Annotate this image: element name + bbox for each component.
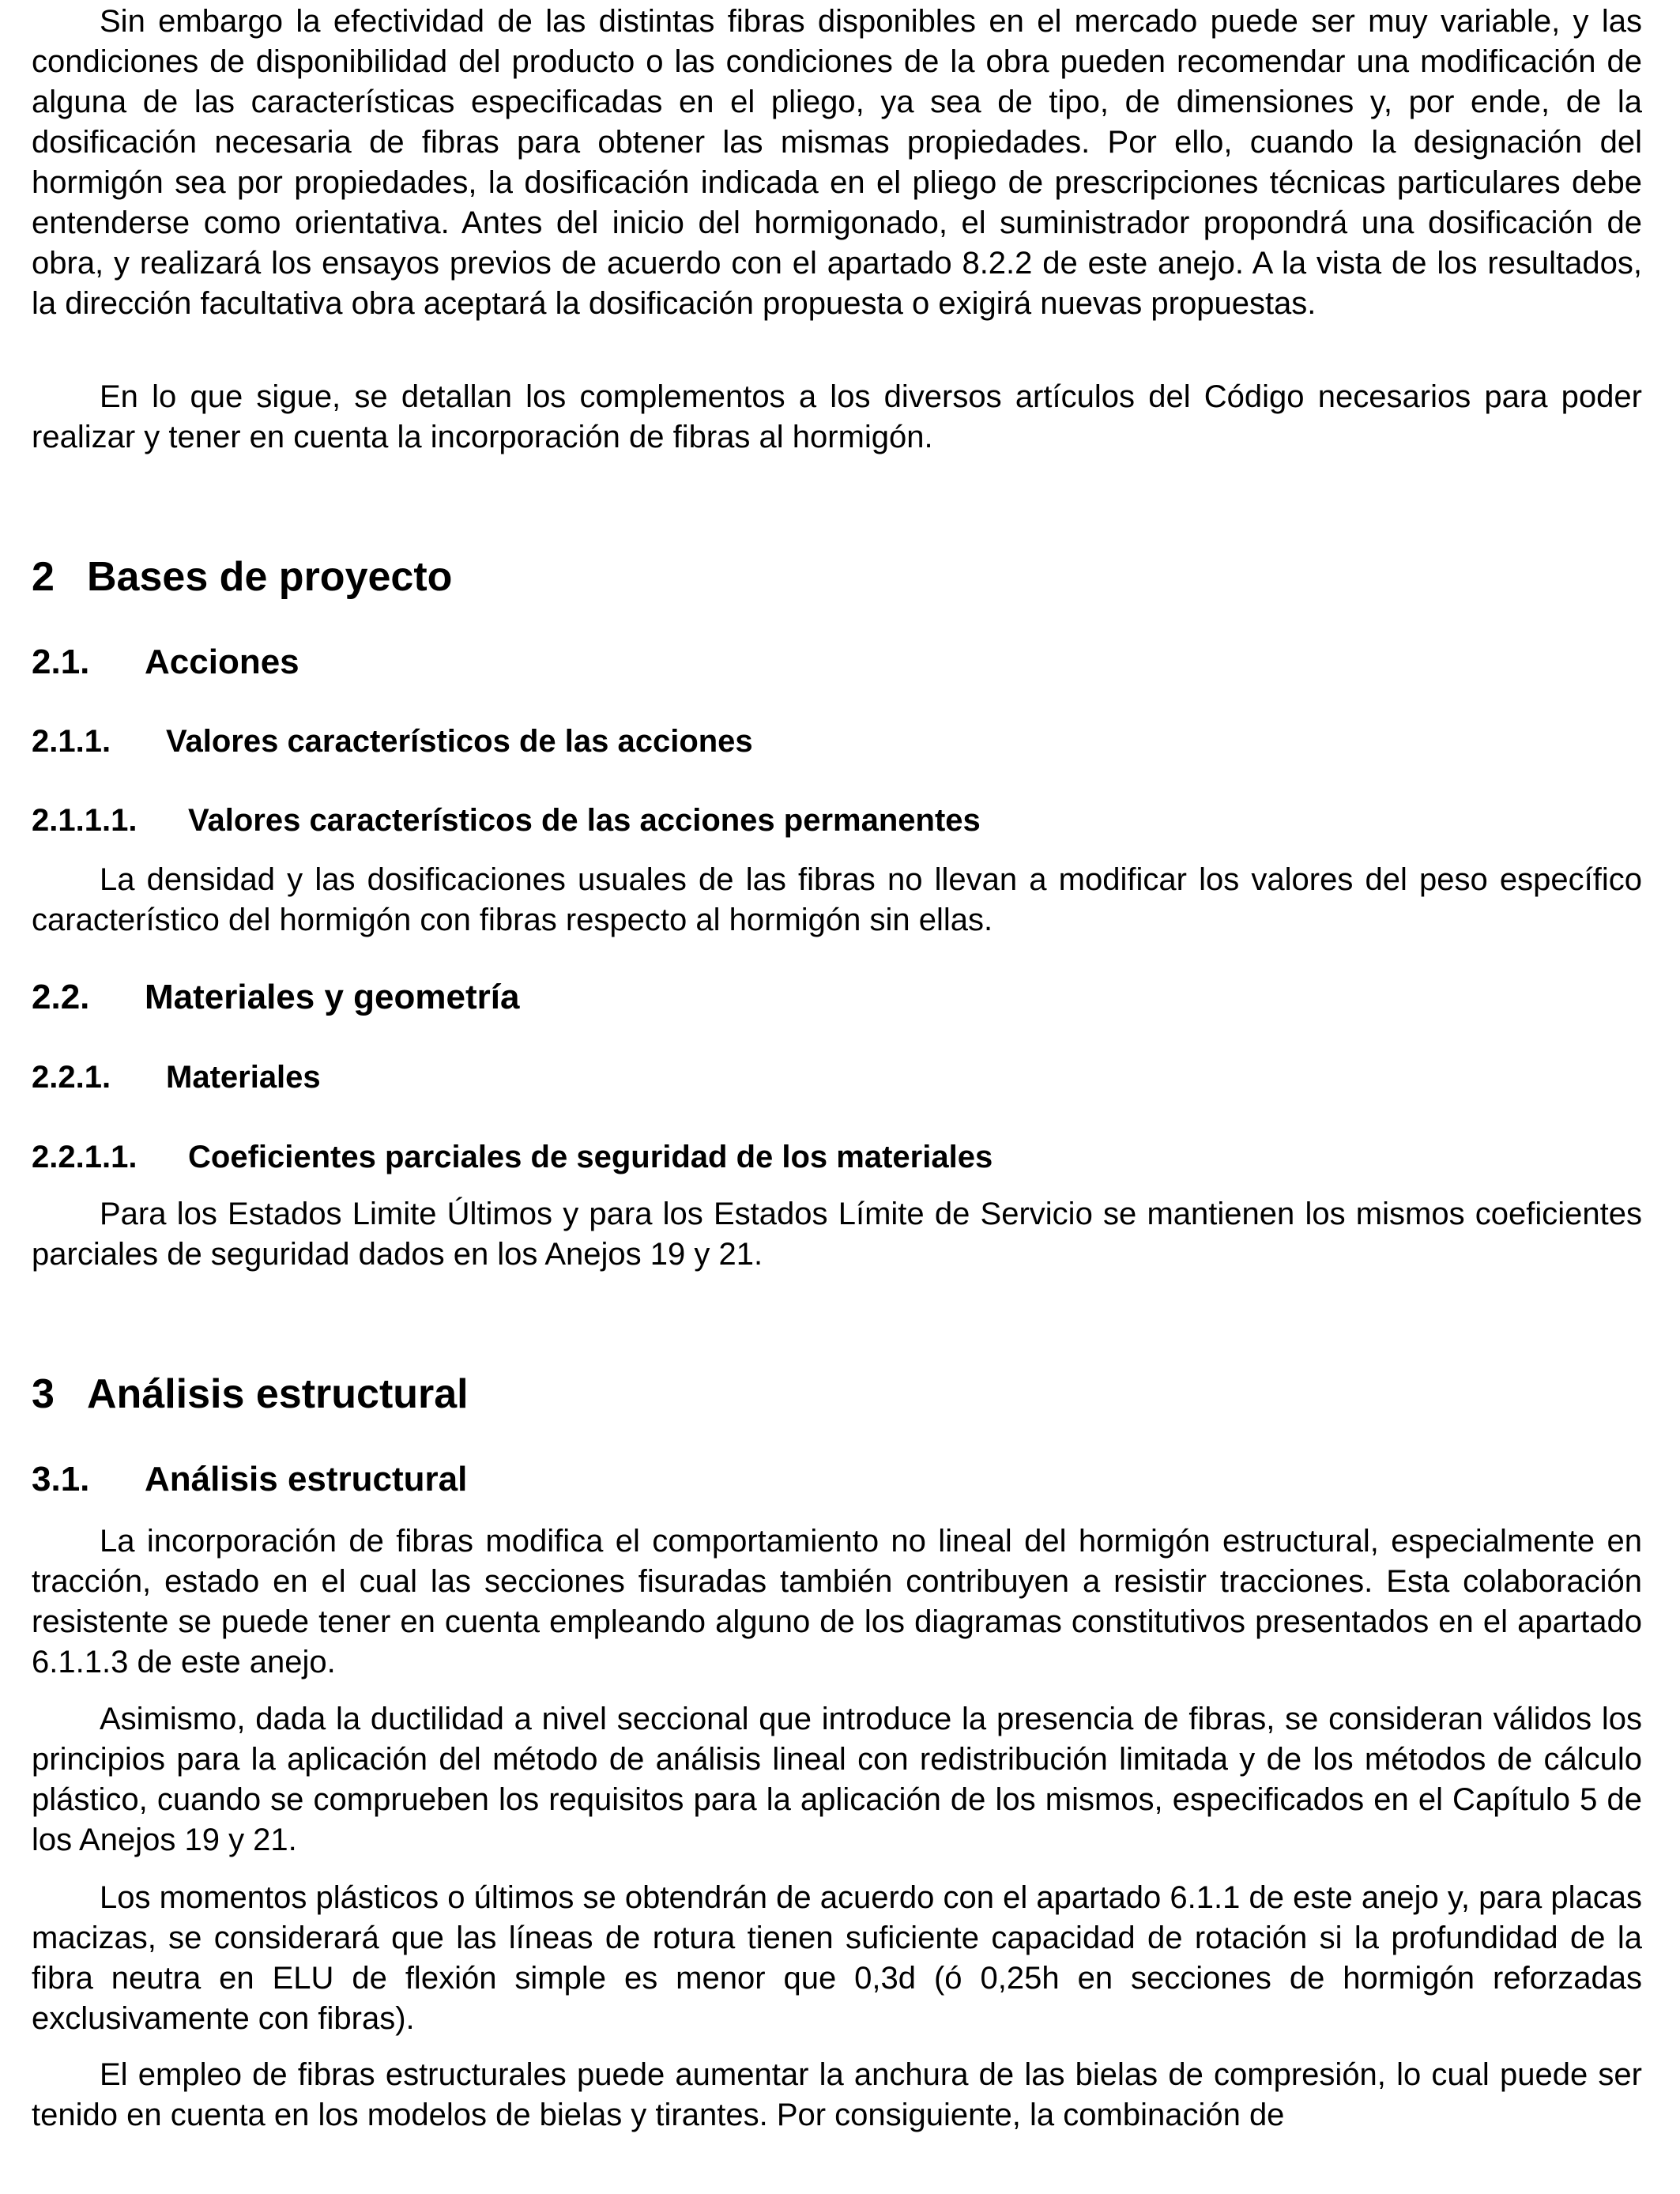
section-title: Valores característicos de las acciones permanentes xyxy=(188,803,981,838)
subsection-heading-3-1 xyxy=(32,1459,467,1500)
section-number: 2 xyxy=(32,554,55,600)
section-heading-2 xyxy=(32,553,452,601)
section-number: 2.1.1.1. xyxy=(32,803,137,838)
section-heading-3 xyxy=(32,1370,469,1418)
section-number: 2.1. xyxy=(32,643,90,681)
section-number: 2.2.1. xyxy=(32,1060,111,1095)
subsection-heading-2-2-1 xyxy=(32,1057,321,1097)
subsection-heading-2-1-1 xyxy=(32,722,753,761)
paragraph-fiber-effectiveness: Sin embargo la efectividad de las distintas fibras disponibles en el mercado puede ser muy variable, y las condiciones de disponibilidad del producto o las condiciones de la obra pueden recomendar una modificación de alguna de las características especificadas en el pliego, ya sea de tipo, de dimensiones y, por ende, de la dosificación necesaria de fibras para obtener las mismas propiedades. Por ello, cuando la designación del hormigón sea por propiedades, la dosificación indicada en el pliego de prescripciones técnicas particulares debe entenderse como orientativa. Antes del inicio del hormigonado, el suministrador propondrá una dosificación de obra, y realizará los ensayos previos de acuerdo con el apartado 8.2.2 de este anejo. A la vista de los resultados, la dirección facultativa obra aceptará la dosificación propuesta o exigirá nuevas propuestas. xyxy=(32,4,1642,321)
subsection-heading-2-1-1-1 xyxy=(32,801,981,840)
paragraph-nonlinear-behavior: La incorporación de fibras modifica el comportamiento no lineal del hormigón estructural, especialmente en tracción, estado en el cual las secciones fisuradas también contribuyen a resistir tracciones. Esta colaboración resistente se puede tener en cuenta empleando alguno de los diagramas constitutivos presentados en el apartado 6.1.1.3 de este anejo. xyxy=(32,1524,1642,1679)
section-title: Análisis estructural xyxy=(87,1371,469,1417)
section-number: 2.2.1.1. xyxy=(32,1140,137,1174)
section-number: 3 xyxy=(32,1371,55,1417)
section-title: Materiales y geometría xyxy=(145,978,520,1016)
subsection-heading-2-2-1-1 xyxy=(32,1137,993,1177)
section-title: Materiales xyxy=(166,1060,321,1095)
section-number: 2.2. xyxy=(32,978,90,1016)
paragraph-plastic-moments: Los momentos plásticos o últimos se obtendrán de acuerdo con el apartado 6.1.1 de este anejo y, para placas macizas, se considerará que las líneas de rotura tienen suficiente capacidad de rotación si la profundidad de la fibra neutra en ELU de flexión simple es menor que 0,3d (ó 0,25h en secciones de hormigón reforzadas exclusivamente con fibras). xyxy=(32,1880,1642,2036)
section-number: 3.1. xyxy=(32,1460,90,1498)
section-number: 2.1.1. xyxy=(32,724,111,759)
subsection-heading-2-2 xyxy=(32,977,519,1018)
paragraph-complements-intro: En lo que sigue, se detallan los complementos a los diversos artículos del Código necesarios para poder realizar y tener en cuenta la incorporación de fibras al hormigón. xyxy=(32,379,1642,454)
paragraph-fiber-density: La densidad y las dosificaciones usuales de las fibras no llevan a modificar los valores del peso específico característico del hormigón con fibras respecto al hormigón sin ellas. xyxy=(32,862,1642,937)
section-title: Coeficientes parciales de seguridad de los materiales xyxy=(188,1140,993,1174)
section-title: Bases de proyecto xyxy=(87,554,453,600)
section-title: Acciones xyxy=(145,643,299,681)
paragraph-ductility: Asimismo, dada la ductilidad a nivel seccional que introduce la presencia de fibras, se consideran válidos los principios para la aplicación del método de análisis lineal con redistribución limitada y de los métodos de cálculo plástico, cuando se comprueben los requisitos para la aplicación de los mismos, especificados en el Capítulo 5 de los Anejos 19 y 21. xyxy=(32,1702,1642,1857)
paragraph-strut-width: El empleo de fibras estructurales puede aumentar la anchura de las bielas de compresión, lo cual puede ser tenido en cuenta en los modelos de bielas y tirantes. Por consiguiente, la combinación de xyxy=(32,2057,1642,2132)
subsection-heading-2-1 xyxy=(32,642,299,683)
section-title: Valores característicos de las acciones xyxy=(166,724,753,759)
section-title: Análisis estructural xyxy=(145,1460,468,1498)
paragraph-safety-coefficients: Para los Estados Limite Últimos y para los Estados Límite de Servicio se mantienen los mismos coeficientes parciales de seguridad dados en los Anejos 19 y 21. xyxy=(32,1197,1642,1272)
